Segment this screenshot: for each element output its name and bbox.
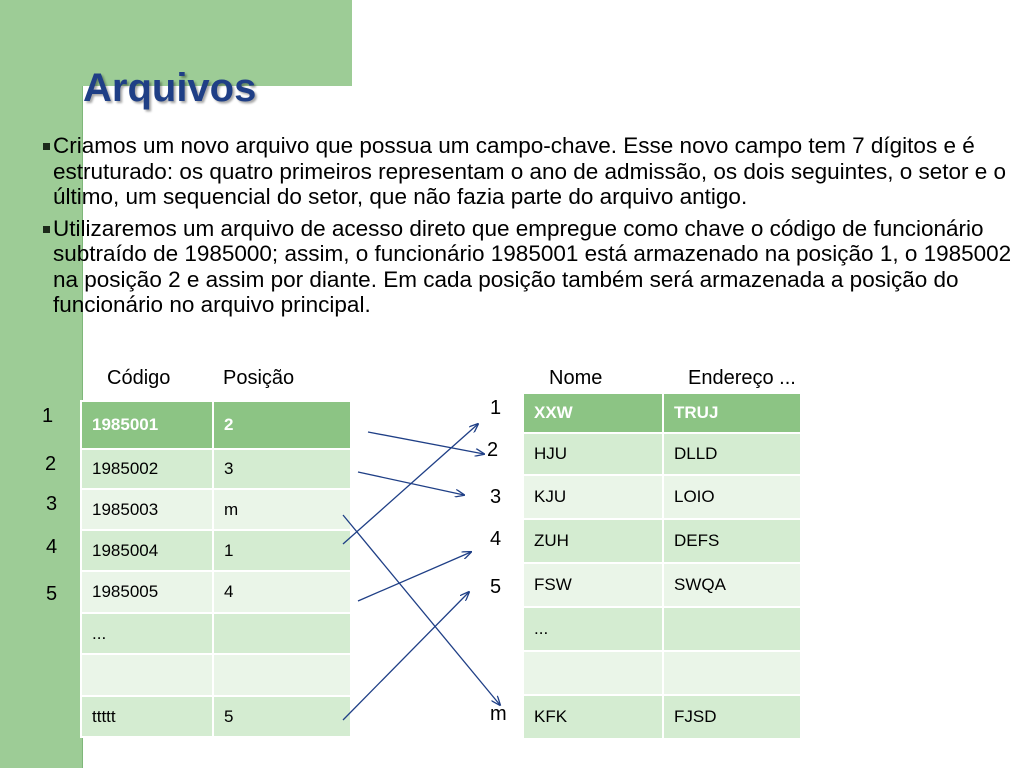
table-cell: HJU [523, 433, 663, 475]
right-row-number: m [490, 703, 507, 725]
table-cell: FSW [523, 563, 663, 607]
table-cell: ... [81, 613, 213, 654]
table-cell: KJU [523, 475, 663, 519]
right-row-number: 4 [490, 528, 502, 550]
right-table-header-name: Nome [549, 367, 603, 389]
left-row-number: 1 [42, 405, 54, 427]
left-row-number: 5 [46, 583, 58, 605]
table-cell: FJSD [663, 695, 801, 739]
table-cell: SWQA [663, 563, 801, 607]
left-row-number: 2 [45, 453, 57, 475]
right-row-number: 1 [490, 397, 502, 419]
table-cell: m [213, 489, 351, 530]
slide-title: Arquivos [83, 66, 257, 110]
table-cell: 5 [213, 696, 351, 737]
table-cell: ... [523, 607, 663, 651]
left-table-header-position: Posição [223, 367, 295, 389]
arrow-line [343, 515, 500, 705]
table-cell: ZUH [523, 519, 663, 563]
table-cell: KFK [523, 695, 663, 739]
table-cell: TRUJ [663, 393, 801, 433]
table-cell: 1985003 [81, 489, 213, 530]
table-cell: DLLD [663, 433, 801, 475]
table-cell: 1985004 [81, 530, 213, 571]
table-cell: XXW [523, 393, 663, 433]
left-row-number: 4 [46, 536, 58, 558]
table-cell: DEFS [663, 519, 801, 563]
arrow-line [358, 552, 471, 601]
left-row-number: 3 [46, 493, 58, 515]
bullet-text: Utilizaremos um arquivo de acesso direto que empregue como chave o código de funcionário subtraído de 1985000; assim, o funcionário 1985001 está armazenado na posição 1, o 1985002 na posição 2 e assim por diante. Em cada posição também será armazenada a posição do funcionário no arquivo principal. [53, 215, 1012, 317]
table-cell: 4 [213, 571, 351, 613]
arrow-line [368, 432, 484, 454]
arrow-line [343, 592, 469, 720]
table-cell: 1985002 [81, 449, 213, 489]
bullet-text: Criamos um novo arquivo que possua um campo-chave. Esse novo campo tem 7 dígitos e é estruturado: os quatro primeiros representam o ano de admissão, os dois seguintes, o setor e o último, um sequencial do setor, que não fazia parte do arquivo antigo. [53, 133, 1007, 209]
table-cell: 1985001 [81, 401, 213, 449]
right-row-number: 5 [490, 576, 502, 598]
table-cell: ttttt [81, 696, 213, 737]
table-cell: 2 [213, 401, 351, 449]
left-table-header-code: Código [107, 367, 171, 389]
right-table-header-address: Endereço ... [688, 367, 796, 389]
table-cell: 1 [213, 530, 351, 571]
table-cell: 3 [213, 449, 351, 489]
right-row-number: 2 [487, 439, 499, 461]
table-cell: 1985005 [81, 571, 213, 613]
right-row-number: 3 [490, 486, 502, 508]
table-cell: LOIO [663, 475, 801, 519]
arrow-line [343, 424, 478, 544]
